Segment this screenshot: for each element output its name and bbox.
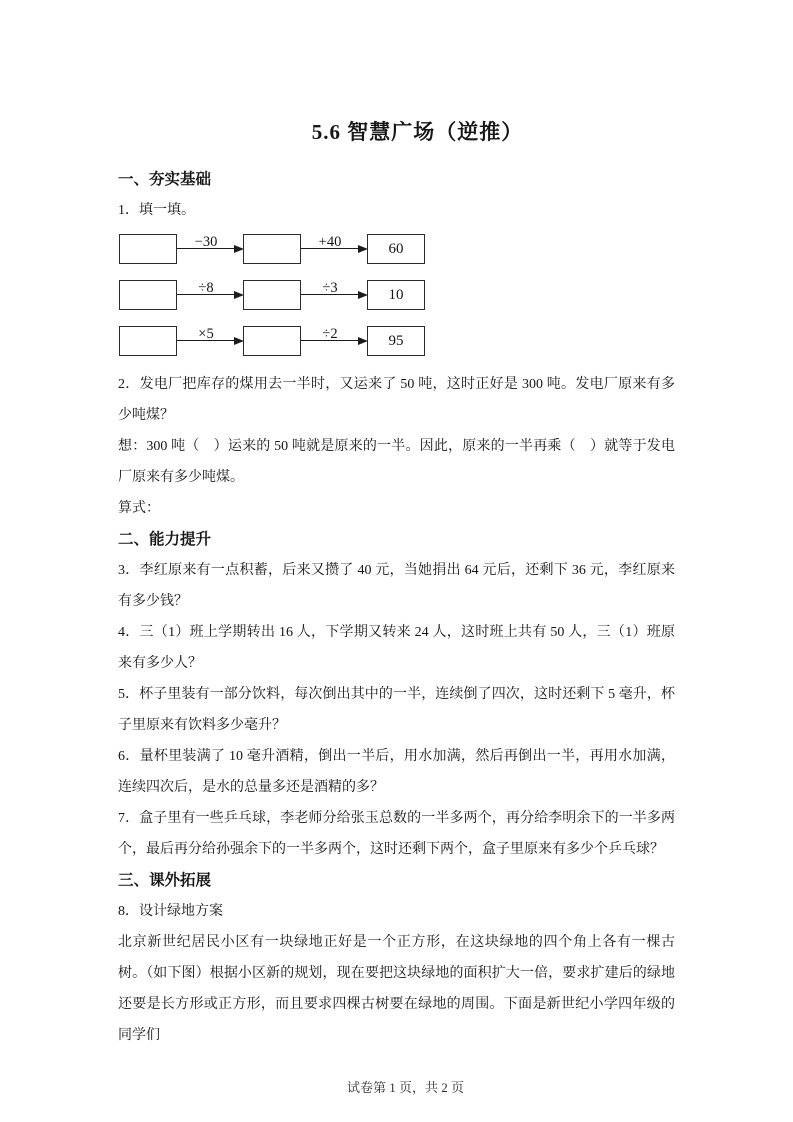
- operation-label: ÷8: [198, 280, 214, 296]
- answer-box-empty: [119, 280, 177, 310]
- section-heading-ability: 二、能力提升: [118, 531, 212, 548]
- page-title: 5.6 智慧广场（逆推）: [311, 120, 524, 144]
- answer-box-empty: [243, 280, 301, 310]
- answer-box-empty: [119, 234, 177, 264]
- question-4-text: 4．三（1）班上学期转出 16 人，下学期又转来 24 人，这时班上共有 50 人，三（1）班原来有多少人？: [118, 625, 675, 671]
- operation-arrow: [301, 234, 367, 265]
- page-content: [118, 116, 675, 1051]
- question-7-text: 7．盒子里有一些乒乓球，李老师分给张玉总数的一半多两个，再分给李明余下的一半多两个，最后再分给孙强余下的一半多两个，这时还剩下两个，盒子里原来有多少个乒乓球？: [118, 811, 675, 857]
- arrow-line: [301, 294, 360, 295]
- arrow-line: [301, 340, 360, 341]
- arrow-line: [177, 248, 236, 249]
- arrow-line: [301, 248, 360, 249]
- operation-arrow: [177, 234, 243, 265]
- arrowhead-icon: [234, 337, 244, 345]
- arrowhead-icon: [358, 337, 368, 345]
- flowchart-row-2: [119, 280, 431, 311]
- answer-box-empty: [243, 234, 301, 264]
- question-6-text: 6．量杯里装满了 10 毫升酒精，倒出一半后，用水加满，然后再倒出一半，再用水加满，连续四次后，是水的总量多还是酒精的多？: [118, 749, 675, 795]
- section-heading-basics: 一、夯实基础: [118, 171, 212, 188]
- arrow-line: [177, 294, 236, 295]
- question-1-label: 1．填一填。: [118, 203, 195, 218]
- operation-label: ÷2: [322, 326, 338, 342]
- arrowhead-icon: [358, 245, 368, 253]
- question-8-text: 北京新世纪居民小区有一块绿地正好是一个正方形，在这块绿地的四个角上各有一棵古树。（如下图）根据小区新的规划，现在要把这块绿地的面积扩大一倍，要求扩建后的绿地还要是长方形或正方形，而且要求四棵古树要在绿地的周围。下面是新世纪小学四年级的同学们: [118, 935, 675, 1043]
- result-box: 60: [367, 234, 425, 264]
- result-box: 95: [367, 326, 425, 356]
- operation-label: −30: [194, 234, 218, 250]
- flowchart-row-1: [119, 234, 431, 265]
- operation-label: +40: [318, 234, 342, 250]
- question-3-text: 3．李红原来有一点积蓄，后来又攒了 40 元，当她捐出 64 元后，还剩下 36 元，李红原来有多少钱？: [118, 563, 675, 609]
- operation-arrow: [301, 280, 367, 311]
- arrowhead-icon: [234, 291, 244, 299]
- operation-arrow: [177, 326, 243, 357]
- result-box: 10: [367, 280, 425, 310]
- arrowhead-icon: [234, 245, 244, 253]
- question-2-text: 2．发电厂把库存的煤用去一半时，又运来了 50 吨，这时正好是 300 吨。发电厂原来有多少吨煤？: [118, 377, 675, 423]
- operation-label: ÷3: [322, 280, 338, 296]
- page-footer: 试卷第 1 页，共 2 页: [346, 1080, 464, 1095]
- question-5-text: 5．杯子里装有一部分饮料，每次倒出其中的一半，连续倒了四次，这时还剩下 5 毫升，杯子里原来有饮料多少毫升？: [118, 687, 675, 733]
- question-2-think-hint: 想：300 吨（ ）运来的 50 吨就是原来的一半。因此，原来的一半再乘（ ）就等于发电厂原来有多少吨煤。: [118, 439, 675, 485]
- fill-in-flowchart: [119, 234, 431, 357]
- arrowhead-icon: [358, 291, 368, 299]
- answer-box-empty: [243, 326, 301, 356]
- operation-arrow: [177, 280, 243, 311]
- flowchart-row-3: [119, 326, 431, 357]
- operation-arrow: [301, 326, 367, 357]
- operation-label: ×5: [198, 326, 214, 342]
- answer-box-empty: [119, 326, 177, 356]
- section-heading-extension: 三、课外拓展: [118, 872, 212, 889]
- arrow-line: [177, 340, 236, 341]
- question-8-label: 8．设计绿地方案: [118, 904, 223, 919]
- question-2-formula-label: 算式：: [118, 501, 160, 516]
